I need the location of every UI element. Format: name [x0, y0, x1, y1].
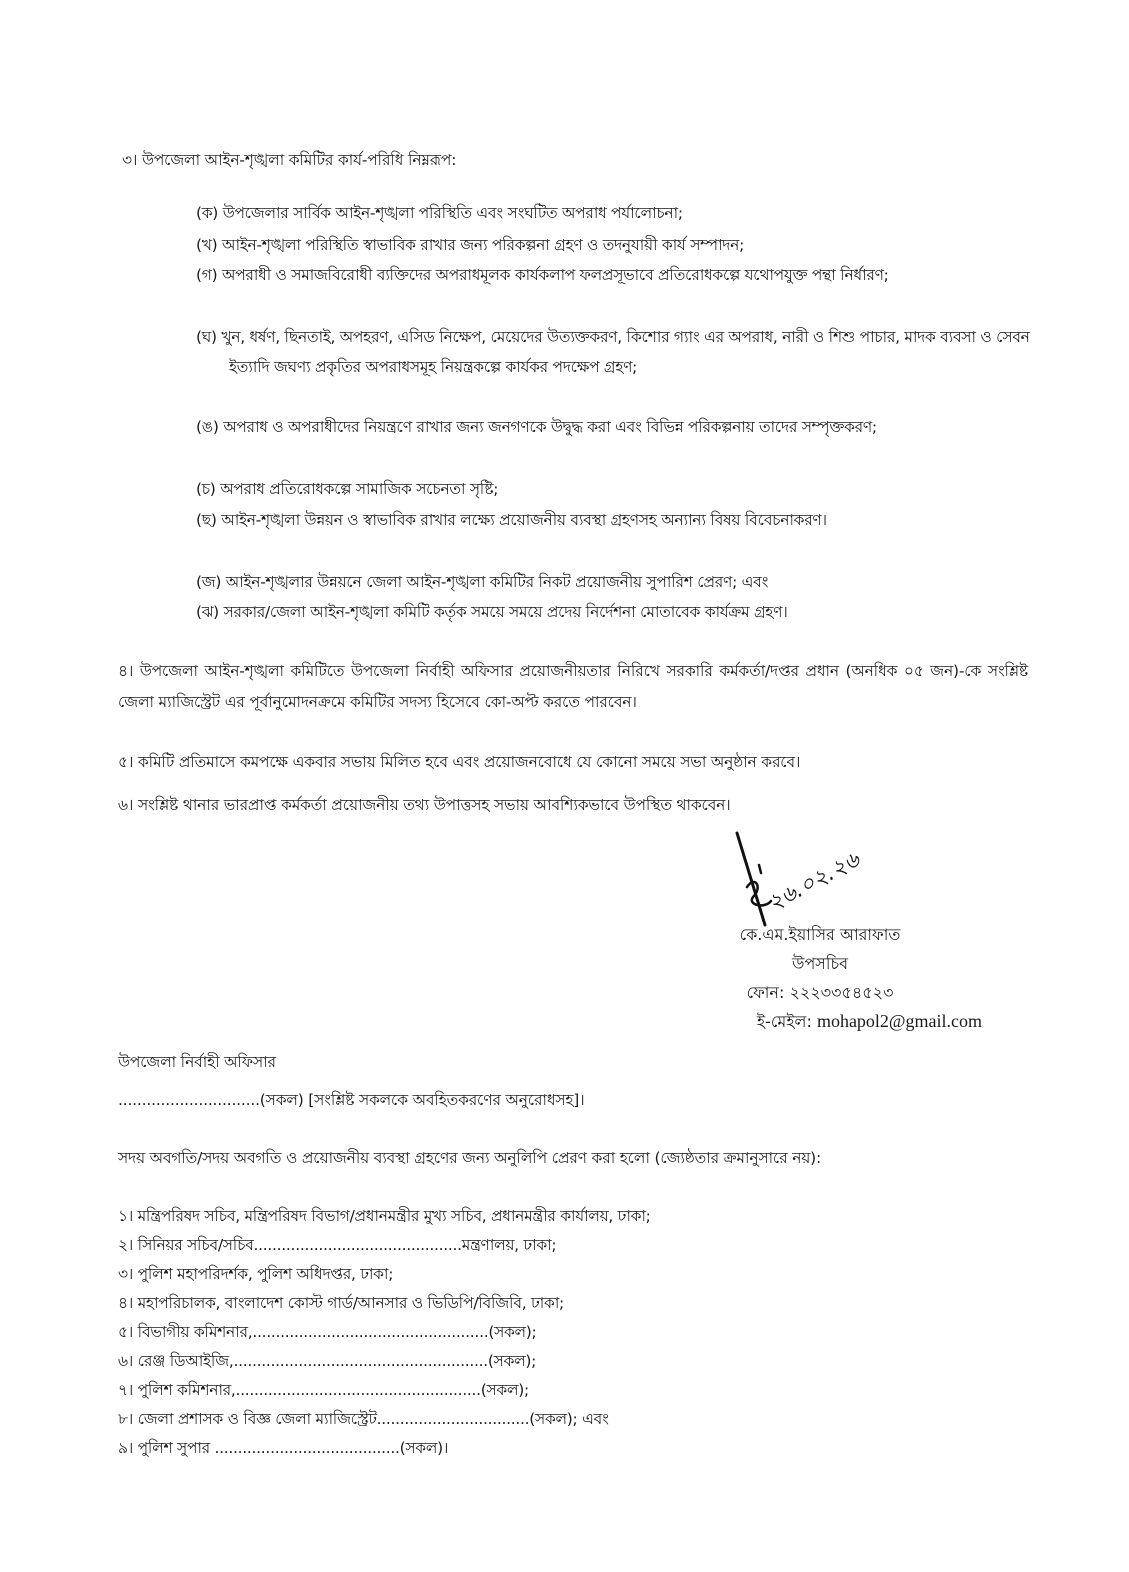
distribution-item: ৮। জেলা প্রশাসক ও বিজ্ঞ জেলা ম্যাজিস্ট্রেট.................................(সকল); এবং	[118, 1410, 609, 1428]
distribution-item: ৩। পুলিশ মহাপরিদর্শক, পুলিশ অধিদপ্তর, ঢাকা;	[118, 1265, 394, 1283]
email-link[interactable]: mohapol2@gmail.com	[816, 1011, 982, 1031]
scope-item-uma	[196, 412, 1059, 442]
signature-date: ২৬.০২.২৬	[764, 847, 864, 917]
item-label: (ঝ)	[196, 603, 219, 621]
scope-item-gha	[196, 322, 1059, 382]
signatory-email	[640, 1007, 1000, 1036]
scope-item-kha	[196, 230, 1059, 260]
distribution-item: ১। মন্ত্রিপরিষদ সচিব, মন্ত্রিপরিষদ বিভাগ/প্রধানমন্ত্রীর মুখ্য সচিব, প্রধানমন্ত্রীর কার্যালয়, ঢাকা;	[118, 1207, 651, 1225]
scope-item-ja	[196, 567, 1059, 597]
item-label: (খ)	[196, 236, 218, 254]
distribution-item: ৬। রেঞ্জ ডিআইজি,.......................................................(সকল);	[118, 1352, 537, 1370]
distribution-item: ২। সিনিয়র সচিব/সচিব.............................................মন্ত্রণালয়, ঢাকা;	[118, 1236, 557, 1254]
item-text: সরকার/জেলা আইন-শৃঙ্খলা কমিটি কর্তৃক সময়ে সময়ে প্রদেয় নির্দেশনা মোতাবেক কার্যক্রম গ্রহণ।	[223, 603, 788, 621]
item-text: আইন-শৃঙ্খলার উন্নয়নে জেলা আইন-শৃঙ্খলা কমিটির নিকট প্রয়োজনীয় সুপারিশ প্রেরণ; এবং	[225, 573, 769, 591]
email-label: ই-মেইল:	[756, 1012, 812, 1031]
item-label: (জ)	[196, 573, 222, 591]
scope-item-chha	[196, 505, 1059, 535]
handwritten-signature	[725, 825, 875, 935]
signatory-designation: উপসচিব	[791, 954, 848, 973]
section-6-paragraph: ৬। সংশ্লিষ্ট থানার ভারপ্রাপ্ত কর্মকর্তা প্রয়োজনীয় তথ্য উপাত্তসহ সভায় আবশ্যিকভাবে উপস্থিত থাকবেন।	[118, 796, 731, 814]
signature-block	[640, 920, 1000, 1036]
scope-item-jha	[196, 597, 1059, 627]
scope-item-ga	[196, 260, 1059, 290]
item-text: অপরাধ ও অপরাধীদের নিয়ন্ত্রণে রাখার জন্য জনগণকে উদ্বুদ্ধ করা এবং বিভিন্ন পরিকল্পনায় তাদের সম্পৃক্তকরণ;	[223, 418, 877, 436]
recipient-line: ..............................(সকল) [সংশ্লিষ্ট সকলকে অবহিতকরণের অনুরোধসহ]।	[118, 1091, 585, 1109]
signature-stroke-icon	[725, 825, 875, 935]
item-text: অপরাধী ও সমাজবিরোধী ব্যক্তিদের অপরাধমূলক কার্যকলাপ ফলপ্রসূভাবে প্রতিরোধকল্পে যথোপযুক্ত পন্থা নির্ধারণ;	[222, 266, 889, 284]
distribution-item: ৪। মহাপরিচালক, বাংলাদেশ কোস্ট গার্ড/আনসার ও ভিডিপি/বিজিবি, ঢাকা;	[118, 1294, 564, 1312]
item-text: আইন-শৃঙ্খলা উন্নয়ন ও স্বাভাবিক রাখার লক্ষ্যে প্রয়োজনীয় ব্যবস্থা গ্রহণসহ অন্যান্য বিষয় বিবেচনাকরণ।	[221, 511, 827, 529]
section-5-paragraph: ৫। কমিটি প্রতিমাসে কমপক্ষে একবার সভায় মিলিত হবে এবং প্রয়োজনবোধে যে কোনো সময়ে সভা অনুষ্ঠান করবে।	[118, 753, 801, 771]
item-text: খুন, ধর্ষণ, ছিনতাই, অপহরণ, এসিড নিক্ষেপ, মেয়েদের উত্যক্তকরণ, কিশোর গ্যাং এর অপরাধ, নারী ও শিশু পাচার, মাদক ব্যবসা ও সেবন ইত্যাদি জঘণ্য প্রকৃতির অপরাধসমূহ নিয়ন্ত্রকল্পে কার্যকর পদক্ষেপ গ্রহণ;	[221, 328, 1030, 376]
item-text: অপরাধ প্রতিরোধকল্পে সামাজিক সচেনতা সৃষ্টি;	[220, 480, 499, 498]
item-label: (গ)	[196, 266, 218, 284]
distribution-item: ৯। পুলিশ সুপার ........................................(সকল)।	[118, 1439, 449, 1457]
section-3-heading: ৩। উপজেলা আইন-শৃঙ্খলা কমিটির কার্য-পরিধি নিম্নরূপ:	[122, 151, 457, 169]
section-4-paragraph: ৪। উপজেলা আইন-শৃঙ্খলা কমিটিতে উপজেলা নির্বাহী অফিসার প্রয়োজনীয়তার নিরিখে সরকারি কর্মকর্তা/দপ্তর প্রধান (অনধিক ০৫ জন)-কে সংশ্লিষ্ট জেলা ম্যাজিস্ট্রেট এর পূর্বানুমোদনক্রমে কমিটির সদস্য হিসেবে কো-অপ্ট করতে পারবেন।	[118, 662, 1028, 711]
phone-value: ২২২৩৩৫৪৫২৩	[789, 983, 894, 1002]
item-text: উপজেলার সার্বিক আইন-শৃঙ্খলা পরিস্থিতি এবং সংঘটিত অপরাধ পর্যালোচনা;	[222, 204, 683, 222]
signatory-phone	[640, 978, 1000, 1007]
scope-item-cha	[196, 474, 1059, 504]
scope-item-ka	[196, 198, 1059, 228]
phone-label: ফোন:	[746, 983, 785, 1002]
item-text: আইন-শৃঙ্খলা পরিস্থিতি স্বাভাবিক রাখার জন্য পরিকল্পনা গ্রহণ ও তদনুযায়ী কার্য সম্পাদন;	[222, 236, 744, 254]
item-label: (ঘ)	[196, 328, 217, 346]
signatory-name: কে.এম.ইয়াসির আরাফাত	[739, 925, 901, 944]
recipient-title: উপজেলা নির্বাহী অফিসার	[118, 1053, 276, 1071]
copy-distribution-note: সদয় অবগতি/সদয় অবগতি ও প্রয়োজনীয় ব্যবস্থা গ্রহণের জন্য অনুলিপি প্রেরণ করা হলো (জ্যেষ্ঠতার ক্রমানুসারে নয়):	[118, 1149, 822, 1167]
distribution-item: ৫। বিভাগীয় কমিশনার,...................................................(সকল);	[118, 1323, 537, 1341]
item-label: (ঙ)	[196, 418, 219, 436]
distribution-item: ৭। পুলিশ কমিশনার,.....................................................(সকল);	[118, 1381, 529, 1399]
item-label: (ছ)	[196, 511, 217, 529]
item-label: (ক)	[196, 204, 219, 222]
item-label: (চ)	[196, 480, 216, 498]
